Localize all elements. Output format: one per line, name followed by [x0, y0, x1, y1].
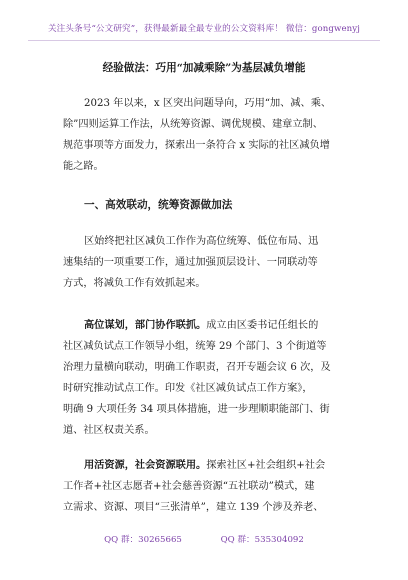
section1-paragraph	[63, 231, 345, 294]
intro-line: 能之路。	[63, 161, 104, 172]
paragraph-line: 治理力量横向联动，明确工作职责，召开专题会议 6 次，及	[63, 362, 331, 373]
section1-line: 方式，将减负工作有效抓起来。	[63, 278, 206, 289]
section1-line: 区始终把社区减负工作作为高位统筹、低位布局、迅	[84, 236, 319, 247]
paragraph-line: 时研究推动试点工作。印发《社区减负试点工作方案》，	[63, 383, 313, 394]
intro-line: 2023 年以来，x 区突出问题导向，巧用“加、减、乘、	[84, 98, 332, 109]
paragraph-line: 明确 9 大项任务 34 项具体措施，进一步理顺职能部门、街	[63, 404, 330, 415]
paragraph-line: 道、社区权责关系。	[63, 425, 155, 436]
paragraph-lead: 高位谋划，部门协作联抓。	[84, 319, 207, 331]
paragraph-line: 社区减负试点工作领导小组，统筹 29 个部门、3 个街道等	[63, 341, 327, 352]
section1-line: 速集结的一项重要工作，通过加强顶层设计、一同联动等	[63, 257, 318, 268]
paragraph-line: 工作者+社区志愿者+社会慈善资源“五社联动”模式，建	[63, 481, 315, 492]
paragraph-line	[63, 455, 345, 476]
document-title: 经验做法：巧用“加减乘除”为基层减负增能	[102, 62, 306, 74]
footer-qq-group-1: QQ 群：30265665	[104, 535, 182, 545]
footer-qq-group-2: QQ 群：535304092	[220, 535, 304, 545]
paragraph-text: 探索社区+社会组织+社会	[206, 460, 326, 471]
intro-line: 除”四则运算工作法，从统筹资源、调优规模、建章立制、	[63, 119, 323, 130]
intro-line: 规范事项等方面发力，探索出一条符合 x 实际的社区减负增	[63, 140, 330, 151]
section-heading-1: 一、高效联动，统筹资源做加法	[84, 199, 233, 211]
paragraph-lead: 用活资源，社会资源联用。	[84, 459, 207, 471]
paragraph-high-level-planning	[63, 315, 345, 441]
paragraph-line	[63, 315, 345, 336]
paragraph-text: 成立由区委书记任组长的	[206, 320, 319, 331]
header-divider	[28, 40, 380, 41]
intro-paragraph	[63, 93, 345, 177]
paragraph-resource-use	[63, 455, 345, 518]
paragraph-line: 立需求、资源、项目“三张清单”，建立 139 个涉及养老、	[63, 502, 324, 513]
footer-contact	[0, 533, 408, 545]
header-banner: 关注头条号“公文研究”，获得最新最全最专业的公文资料库！ 微信：gongwenyj	[47, 24, 361, 34]
